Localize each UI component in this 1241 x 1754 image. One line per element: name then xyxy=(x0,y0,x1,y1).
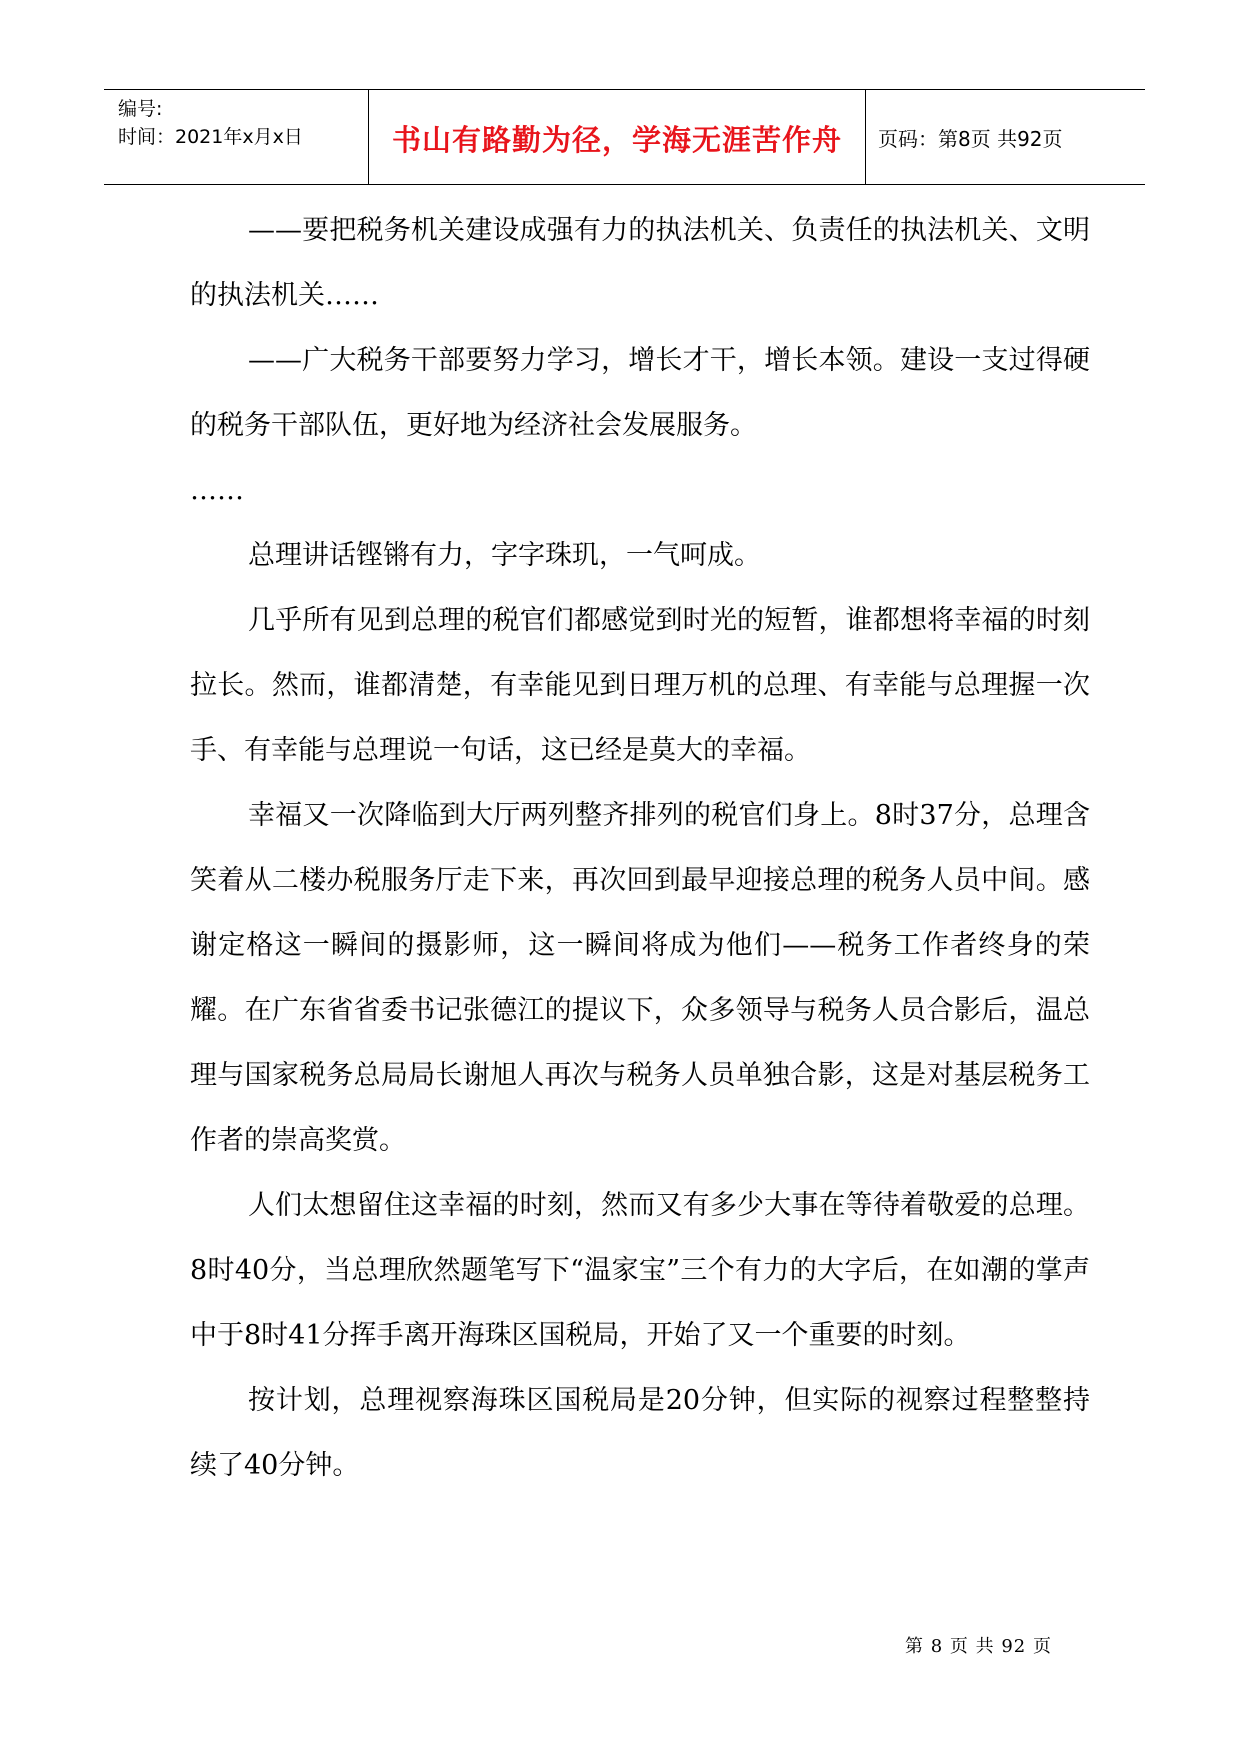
footer-page-number: 第 8 页 共 92 页 xyxy=(905,1636,1052,1657)
paragraph: ——广大税务干部要努力学习，增长才干，增长本领。建设一支过得硬的税务干部队伍，更好地为经济社会发展服务。 xyxy=(190,345,1090,441)
header-motto-cell xyxy=(368,90,866,184)
paragraph: 几乎所有见到总理的税官们都感觉到时光的短暂，谁都想将幸福的时刻拉长。然而，谁都清楚，有幸能见到日理万机的总理、有幸能与总理握一次手、有幸能与总理说一句话，这已经是莫大的幸福。 xyxy=(190,605,1090,766)
time-label: 时间：2021年x月x日 xyxy=(118,126,303,148)
paragraph: 总理讲话铿锵有力，字字珠玑，一气呵成。 xyxy=(248,540,761,571)
page-footer xyxy=(0,1632,1241,1662)
paragraph: 人们太想留住这幸福的时刻，然而又有多少大事在等待着敬爱的总理。8时40分，当总理欣然题笔写下“温家宝”三个有力的大字后，在如潮的掌声中于8时41分挥手离开海珠区国税局，开始了又一个重要的时刻。 xyxy=(190,1190,1090,1351)
header-page-cell xyxy=(866,90,1145,184)
header-motto: 书山有路勤为径，学海无涯苦作舟 xyxy=(391,122,842,157)
serial-label: 编号: xyxy=(118,98,163,120)
paragraph: ——要把税务机关建设成强有力的执法机关、负责任的执法机关、文明的执法机关…… xyxy=(190,215,1090,311)
header-meta xyxy=(104,90,368,184)
page-header xyxy=(104,89,1145,185)
paragraph: 按计划，总理视察海珠区国税局是20分钟，但实际的视察过程整整持续了40分钟。 xyxy=(190,1385,1090,1481)
document-body xyxy=(190,198,1090,1498)
header-page-label: 页码：第8页 共92页 xyxy=(878,126,1063,151)
ellipsis-line: …… xyxy=(190,475,244,506)
paragraph: 幸福又一次降临到大厅两列整齐排列的税官们身上。8时37分，总理含笑着从二楼办税服务厅走下来，再次回到最早迎接总理的税务人员中间。感谢定格这一瞬间的摄影师，这一瞬间将成为他们——税务工作者终身的荣耀。在广东省省委书记张德江的提议下，众多领导与税务人员合影后，温总理与国家税务总局局长谢旭人再次与税务人员单独合影，这是对基层税务工作者的崇高奖赏。 xyxy=(190,800,1090,1156)
